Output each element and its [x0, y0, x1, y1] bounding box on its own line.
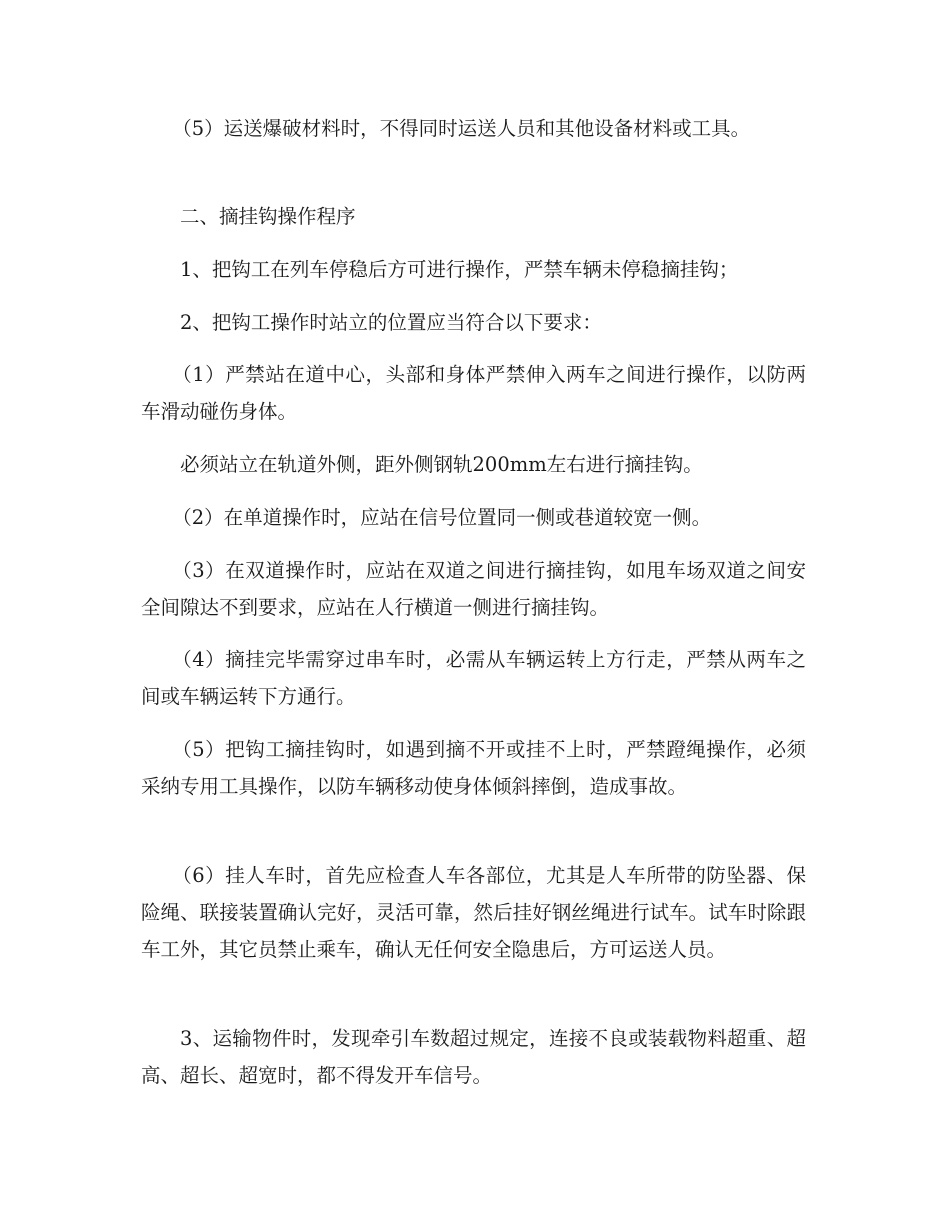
- paragraph-item-1: （1）严禁站在道中心，头部和身体严禁伸入两车之间进行操作，以防两车滑动碰伤身体。: [141, 363, 806, 423]
- paragraph-item-2: （2）在单道操作时，应站在信号位置同一侧或巷道较宽一侧。: [172, 506, 712, 529]
- section-heading-hook-procedure: 二、摘挂钩操作程序: [180, 205, 356, 228]
- paragraph-item-4: （4）摘挂完毕需穿过串车时，必需从车辆运转上方行走，严禁从两车之间或车辆运转下方通行。: [141, 648, 806, 708]
- paragraph-item-6: （6）挂人车时，首先应检查人车各部位，尤其是人车所带的防坠器、保险绳、联接装置确认完好，灵活可靠，然后挂好钢丝绳进行试车。试车时除跟车工外，其它员禁止乘车，确认无任何安全隐患后，方可运送人员。: [141, 864, 806, 961]
- paragraph-item-3: （3）在双道操作时，应站在双道之间进行摘挂钩，如甩车场双道之间安全间隙达不到要求，应站在人行横道一侧进行摘挂钩。: [141, 559, 806, 619]
- paragraph-rule-3: 3、运输物件时，发现牵引车数超过规定，连接不良或装载物料超重、超高、超长、超宽时，都不得发开车信号。: [141, 1027, 806, 1087]
- paragraph-rule-2: 2、把钩工操作时站立的位置应当符合以下要求：: [180, 311, 602, 334]
- paragraph-standing-position: 必须站立在轨道外侧，距外侧钢轨200mm左右进行摘挂钩。: [180, 453, 703, 476]
- paragraph-item-5-hooking: （5）把钩工摘挂钩时，如遇到摘不开或挂不上时，严禁蹬绳操作，必须采纳专用工具操作，以防车辆移动使身体倾斜摔倒，造成事故。: [141, 738, 806, 798]
- paragraph-rule-1: 1、把钩工在列车停稳后方可进行操作，严禁车辆未停稳摘挂钩；: [180, 258, 739, 281]
- paragraph-item-5-explosives: （5）运送爆破材料时，不得同时运送人员和其他设备材料或工具。: [172, 117, 751, 140]
